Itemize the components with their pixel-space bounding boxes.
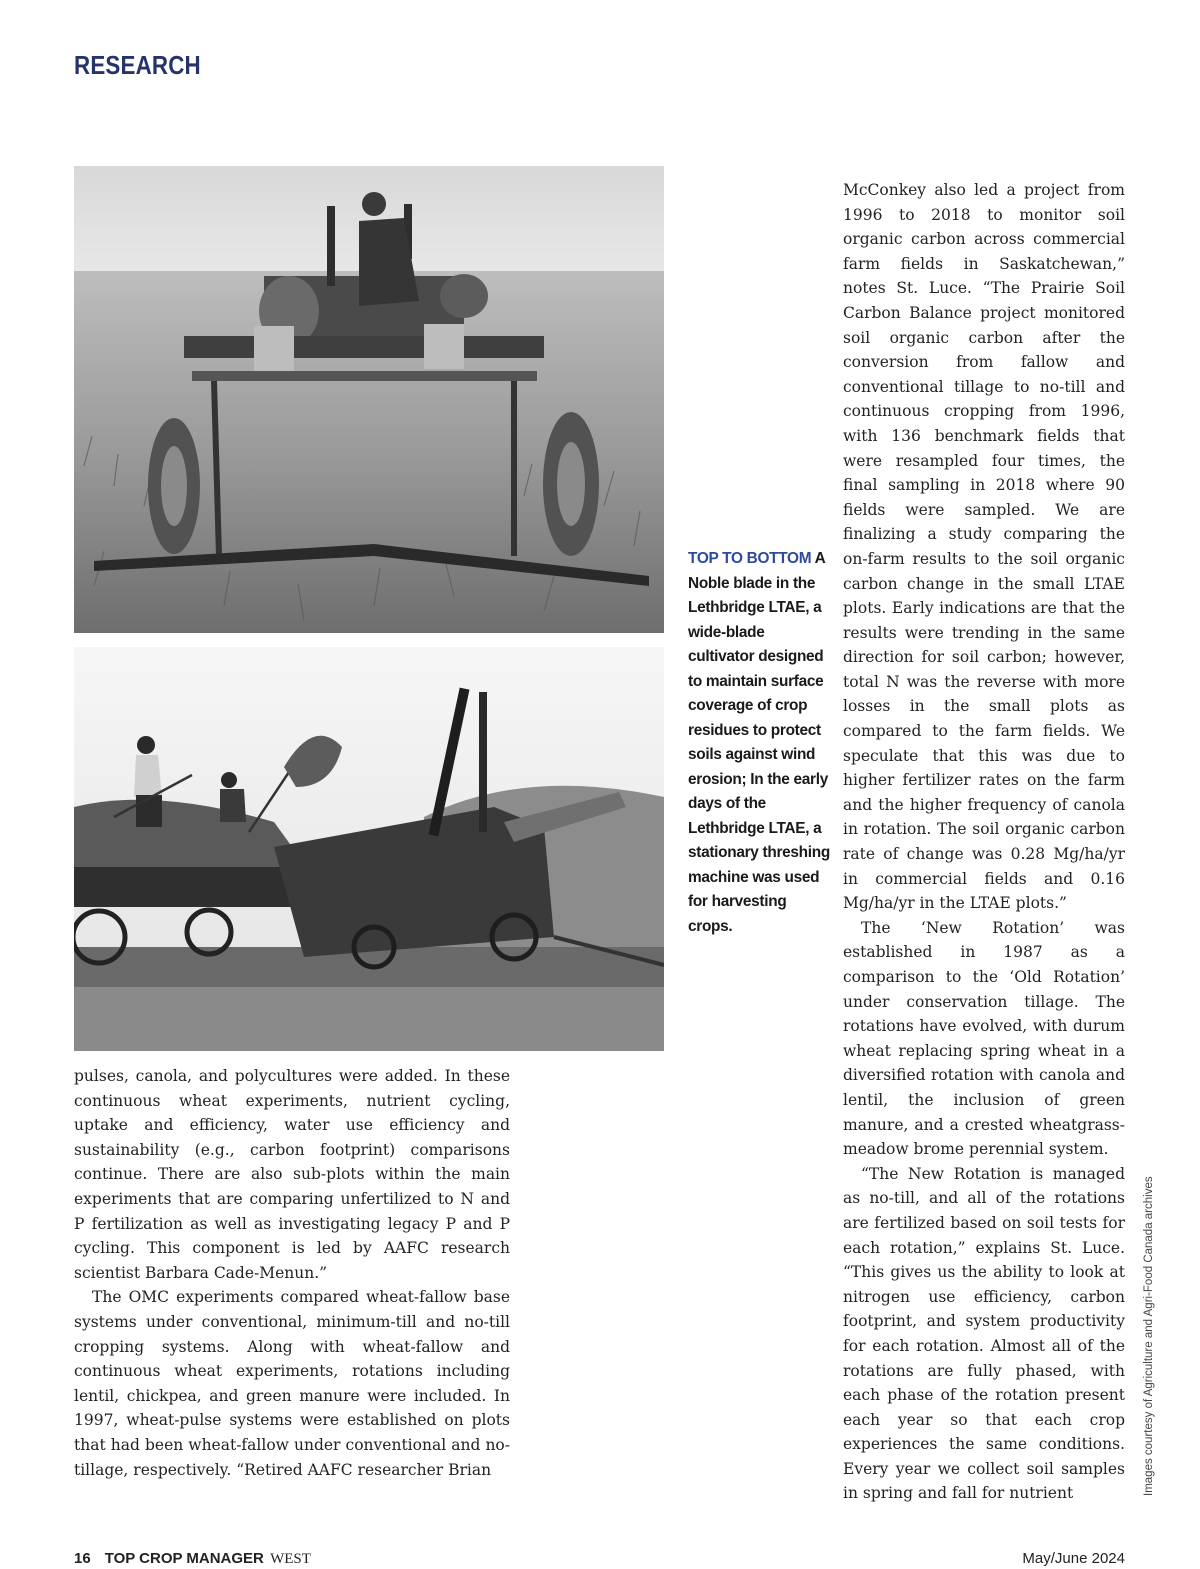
caption-text: A Noble blade in the Lethbridge LTAE, a wide-blade cultivator designed to maintain surface coverage of crop residues to protect soils against wind erosion; In the early days of the Lethbridge LTAE, a stationary threshing machine was used for harvesting crops. [688,550,830,935]
caption-lead: TOP TO BOTTOM [688,550,812,567]
photo-caption [688,547,830,939]
right-paragraph-3: “The New Rotation is managed as no-till, and all of the rotations are fertilized based on soil tests for each rotation,” explains St. Luce. “This gives us the ability to look at nitrogen use efficiency, carbon footprint, and system productivity for each rotation. Almost all of the rotations are fully phased, with each phase of the rotation present each year so that each crop experiences the same conditions. Every year we collect soil samples in spring and fall for nutrient [843,1164,1125,1503]
noble-blade-photo [74,166,664,633]
image-credit: Images courtesy of Agriculture and Agri-Food Canada archives [1143,1176,1155,1496]
threshing-machine-photo [74,647,664,1051]
right-paragraph-1: McConkey also led a project from 1996 to 2018 to monitor soil organic carbon across commercial farm fields in Saskatchewan,” notes St. Luce. “The Prairie Soil Carbon Balance project monitored soil organic carbon after the conversion from fallow and conventional tillage to no-till and continuous cropping from 1996, with 136 benchmark fields that were resampled four times, the final sampling in 2018 where 90 fields were sampled. We are finalizing a study comparing the on-farm results to the soil organic carbon change in the small LTAE plots. Early indications are that the results were trending in the same direction for soil carbon; however, total N was the reverse with more losses in the small plots as compared to the farm fields. We speculate that this was due to higher fertilizer rates on the farm and the higher frequency of canola in rotation. The soil organic carbon rate of change was 0.28 Mg/ha/yr in commercial fields and 0.16 Mg/ha/yr in the LTAE plots.” [843,181,1125,913]
left-column [74,1064,510,1482]
noble-blade-image [74,166,664,633]
left-paragraph-1: pulses, canola, and polycultures were added. In these continuous wheat experiments, nutrient cycling, uptake and efficiency, water use efficiency and sustainability (e.g., carbon footprint) comparisons continue. There are also sub-plots within the main experiments that are comparing unfertilized to N and P fertilization as well as investigating legacy P and P cycling. This component is led by AAFC research scientist Barbara Cade-Menun.” [74,1067,510,1282]
right-column [843,178,1125,1506]
left-paragraph-2: The OMC experiments compared wheat-fallow base systems under conventional, minimum-till and no-till cropping systems. Along with wheat-fallow and continuous wheat experiments, rotations including lentil, chickpea, and green manure were included. In 1997, wheat-pulse systems were established on plots that had been wheat-fallow under conventional and no-tillage, respectively. “Retired AAFC researcher Brian [74,1288,510,1479]
issue-date: May/June 2024 [1022,1550,1125,1567]
section-label: RESEARCH [74,50,201,80]
magazine-name: TOP CROP MANAGER [104,1550,264,1567]
page-number: 16 [74,1550,91,1567]
right-paragraph-2: The ‘New Rotation’ was established in 1987 as a comparison to the ‘Old Rotation’ under conservation tillage. The rotations have evolved, with durum wheat replacing spring wheat in a diversified rotation with canola and lentil, the inclusion of green manure, and a crested wheatgrass-meadow brome perennial system. [843,918,1125,1159]
page-footer [74,1550,1125,1568]
threshing-machine-image [74,647,664,1051]
magazine-edition: WEST [270,1551,311,1567]
